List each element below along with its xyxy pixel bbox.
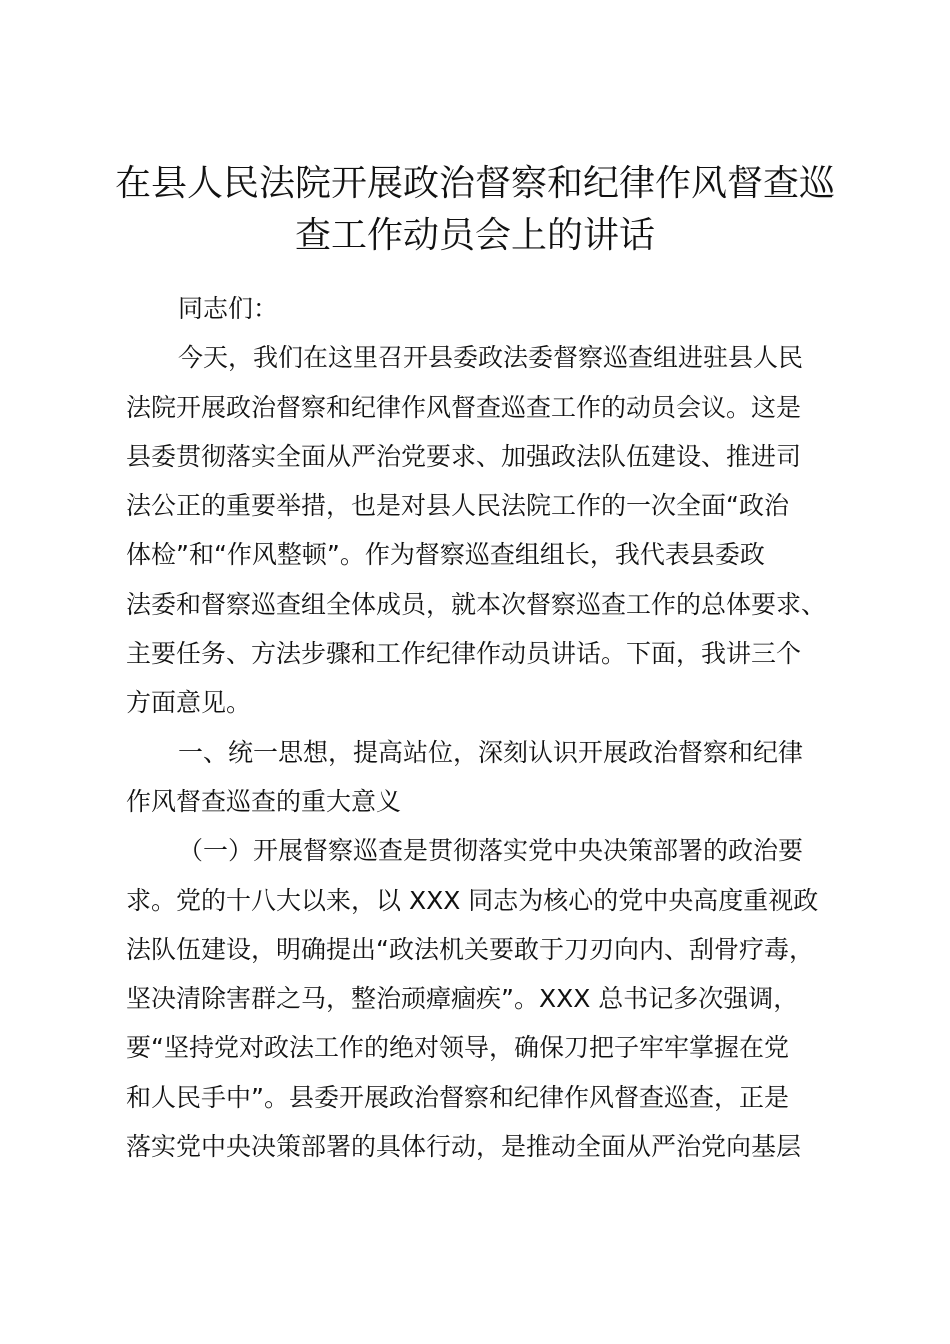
salutation: 同志们： — [178, 294, 279, 323]
paragraph-line: 和人民手中”。县委开展政治督察和纪律作风督查巡查，正是 — [126, 1082, 789, 1112]
paragraph-line: 落实党中央决策部署的具体行动，是推动全面从严治党向基层 — [126, 1132, 802, 1162]
title-line-2: 查工作动员会上的讲话 — [294, 215, 655, 256]
paragraph-line: 主要任务、方法步骤和工作纪律作动员讲话。下面，我讲三个 — [126, 639, 802, 669]
paragraph-line: 方面意见。 — [126, 688, 252, 718]
paragraph-line: 县委贯彻落实全面从严治党要求、加强政法队伍建设、推进司 — [126, 441, 802, 471]
paragraph-line: 法公正的重要举措，也是对县人民法院工作的一次全面“政治 — [126, 491, 789, 521]
document-title — [110, 158, 840, 262]
paragraph-line: 法委和督察巡查组全体成员，就本次督察巡查工作的总体要求、 — [126, 589, 827, 619]
title-line-1: 在县人民法院开展政治督察和纪律作风督查巡 — [114, 163, 835, 204]
subsection-line: （一）开展督察巡查是贯彻落实党中央决策部署的政治要 — [178, 836, 804, 866]
paragraph-line: 求。党的十八大以来，以 XXX 同志为核心的党中央高度重视政 — [126, 885, 819, 915]
paragraph-line: 坚决清除害群之马，整治顽瘴痼疾”。XXX 总书记多次强调， — [126, 984, 799, 1014]
section-heading-line: 作风督查巡查的重大意义 — [126, 786, 402, 816]
paragraph-line: 今天，我们在这里召开县委政法委督察巡查组进驻县人民 — [178, 343, 804, 373]
paragraph-line: 法队伍建设，明确提出“政法机关要敢于刀刃向内、刮骨疗毒， — [126, 934, 814, 964]
paragraph-line: 体检”和“作风整顿”。作为督察巡查组组长，我代表县委政 — [126, 540, 765, 570]
paragraph-line: 要“坚持党对政法工作的绝对领导，确保刀把子牢牢掌握在党 — [126, 1033, 789, 1063]
section-heading-line: 一、统一思想，提高站位，深刻认识开展政治督察和纪律 — [178, 737, 804, 767]
paragraph-line: 法院开展政治督察和纪律作风督查巡查工作的动员会议。这是 — [126, 392, 802, 422]
document-body — [126, 284, 831, 1171]
